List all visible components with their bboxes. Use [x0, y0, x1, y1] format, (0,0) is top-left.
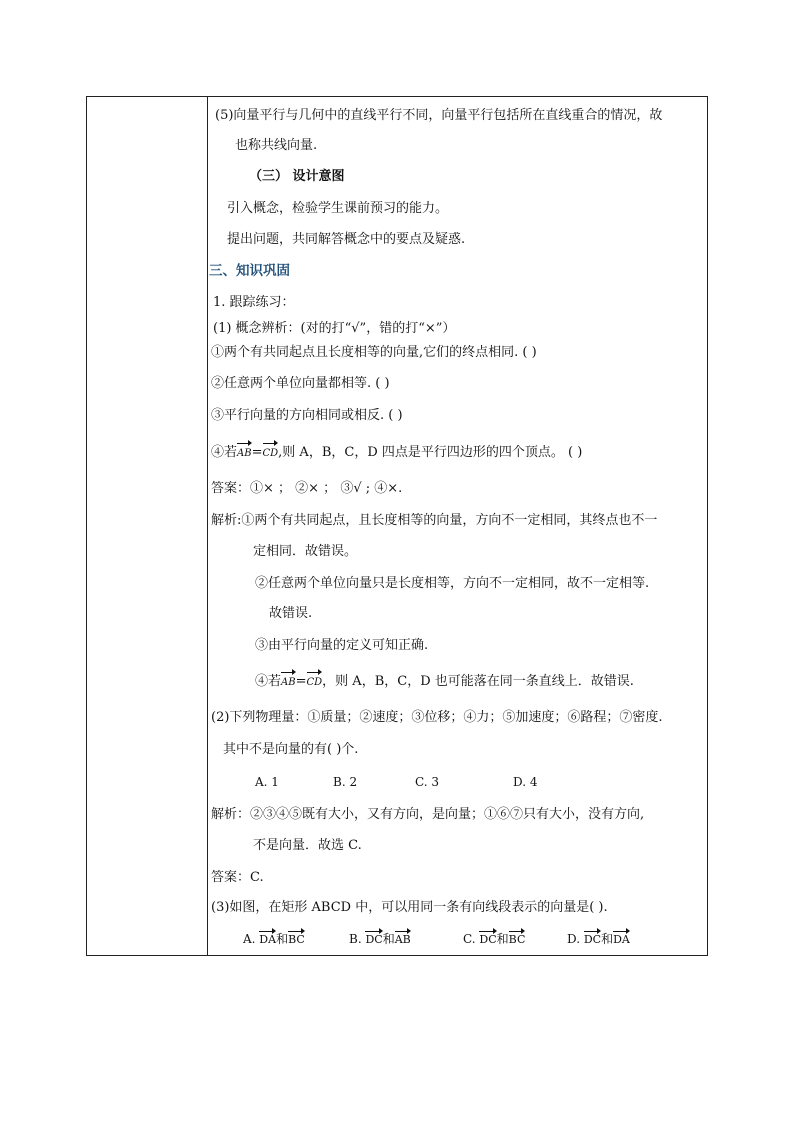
vector-da: DA [613, 929, 630, 946]
text-fragment: ，则 A，B，C，D 也可能落在同一条直线上．故错误. [322, 674, 634, 689]
choice-connector: 和 [496, 932, 509, 946]
text-line: 解析:①两个有共同起点，且长度相等的向量，方向不一定相同，其终点也不一 [211, 513, 658, 528]
choice-a: A. 1 [255, 775, 279, 789]
text-line: (5)向量平行与几何中的直线平行不同，向量平行包括所在直线重合的情况，故 [215, 108, 663, 123]
text-line: 1. 跟踪练习： [213, 295, 295, 310]
text-fragment: ,则 A，B，C，D 四点是平行四边形的四个顶点。 ( ) [278, 445, 583, 460]
lesson-table [86, 96, 708, 956]
section-heading: （三） 设计意图 [249, 169, 345, 184]
vector-ab: AB [395, 929, 411, 946]
text-fragment: = [295, 674, 307, 689]
text-fragment: ④若 [211, 445, 238, 460]
choice-connector: 和 [601, 932, 614, 946]
text-fragment: = [251, 445, 263, 460]
text-line-vector [255, 671, 703, 692]
vector-cd: CD [307, 671, 323, 692]
q3-choice-b [349, 929, 411, 947]
choice-prefix: D. [567, 932, 584, 946]
text-line: (2)下列物理量：①质量；②速度；③位移；④力；⑤加速度；⑥路程；⑦密度. [211, 710, 663, 725]
q3-choice-d [567, 929, 630, 947]
text-line: 解析：②③④⑤既有大小，又有方向，是向量；①⑥⑦只有大小，没有方向, [211, 807, 645, 822]
text-line: 其中不是向量的有( )个. [223, 742, 359, 757]
q3-choice-a [243, 929, 305, 947]
vector-cd: CD [263, 442, 279, 463]
text-line: ②任意两个单位向量只是长度相等，方向不一定相同，故不一定相等. [255, 576, 650, 591]
choice-d: D. 4 [513, 775, 538, 789]
choice-prefix: B. [349, 932, 366, 946]
text-line: 定相同．故错误。 [253, 544, 358, 559]
text-fragment: ④若 [255, 674, 282, 689]
column-divider [207, 97, 208, 955]
text-line: ③由平行向量的定义可知正确. [255, 638, 429, 653]
vector-dc: DC [365, 929, 382, 946]
answer-line: 答案：C. [211, 870, 264, 885]
choice-connector: 和 [382, 932, 395, 946]
left-column-cell [87, 97, 207, 955]
vector-dc: DC [479, 929, 496, 946]
choice-prefix: C. [463, 932, 480, 946]
text-line: 不是向量．故选 C. [253, 838, 362, 853]
content-cell [209, 97, 703, 955]
answer-line: 答案：①× ； ②× ； ③√ ; ④×. [211, 481, 403, 496]
choice-b: B. 2 [333, 775, 358, 789]
vector-ab: AB [237, 442, 252, 463]
choice-c: C. 3 [415, 775, 440, 789]
choice-connector: 和 [276, 932, 289, 946]
section-heading-knowledge: 三、知识巩固 [209, 263, 290, 279]
text-line: 引入概念，检验学生课前预习的能力。 [227, 201, 449, 216]
text-line-vector [211, 442, 703, 463]
text-line: ①两个有共同起点且长度相等的向量,它们的终点相同. ( ) [211, 345, 537, 360]
vector-da: DA [259, 929, 276, 946]
text-line: ②任意两个单位向量都相等. ( ) [211, 376, 390, 391]
vector-bc: BC [509, 929, 526, 946]
q3-choice-c [463, 929, 525, 947]
text-line: 提出问题，共同解答概念中的要点及疑惑. [227, 232, 466, 247]
choice-prefix: A. [243, 932, 260, 946]
vector-ab: AB [281, 671, 296, 692]
vector-dc: DC [584, 929, 601, 946]
text-line: (3)如图，在矩形 ABCD 中，可以用同一条有向线段表示的向量是( ). [211, 900, 608, 915]
text-line: 故错误. [269, 606, 313, 621]
vector-bc: BC [288, 929, 305, 946]
text-line: ③平行向量的方向相同或相反. ( ) [211, 408, 403, 423]
text-line: (1) 概念辨析：(对的打“√”，错的打“×”） [213, 321, 456, 336]
text-line: 也称共线向量. [235, 138, 318, 153]
